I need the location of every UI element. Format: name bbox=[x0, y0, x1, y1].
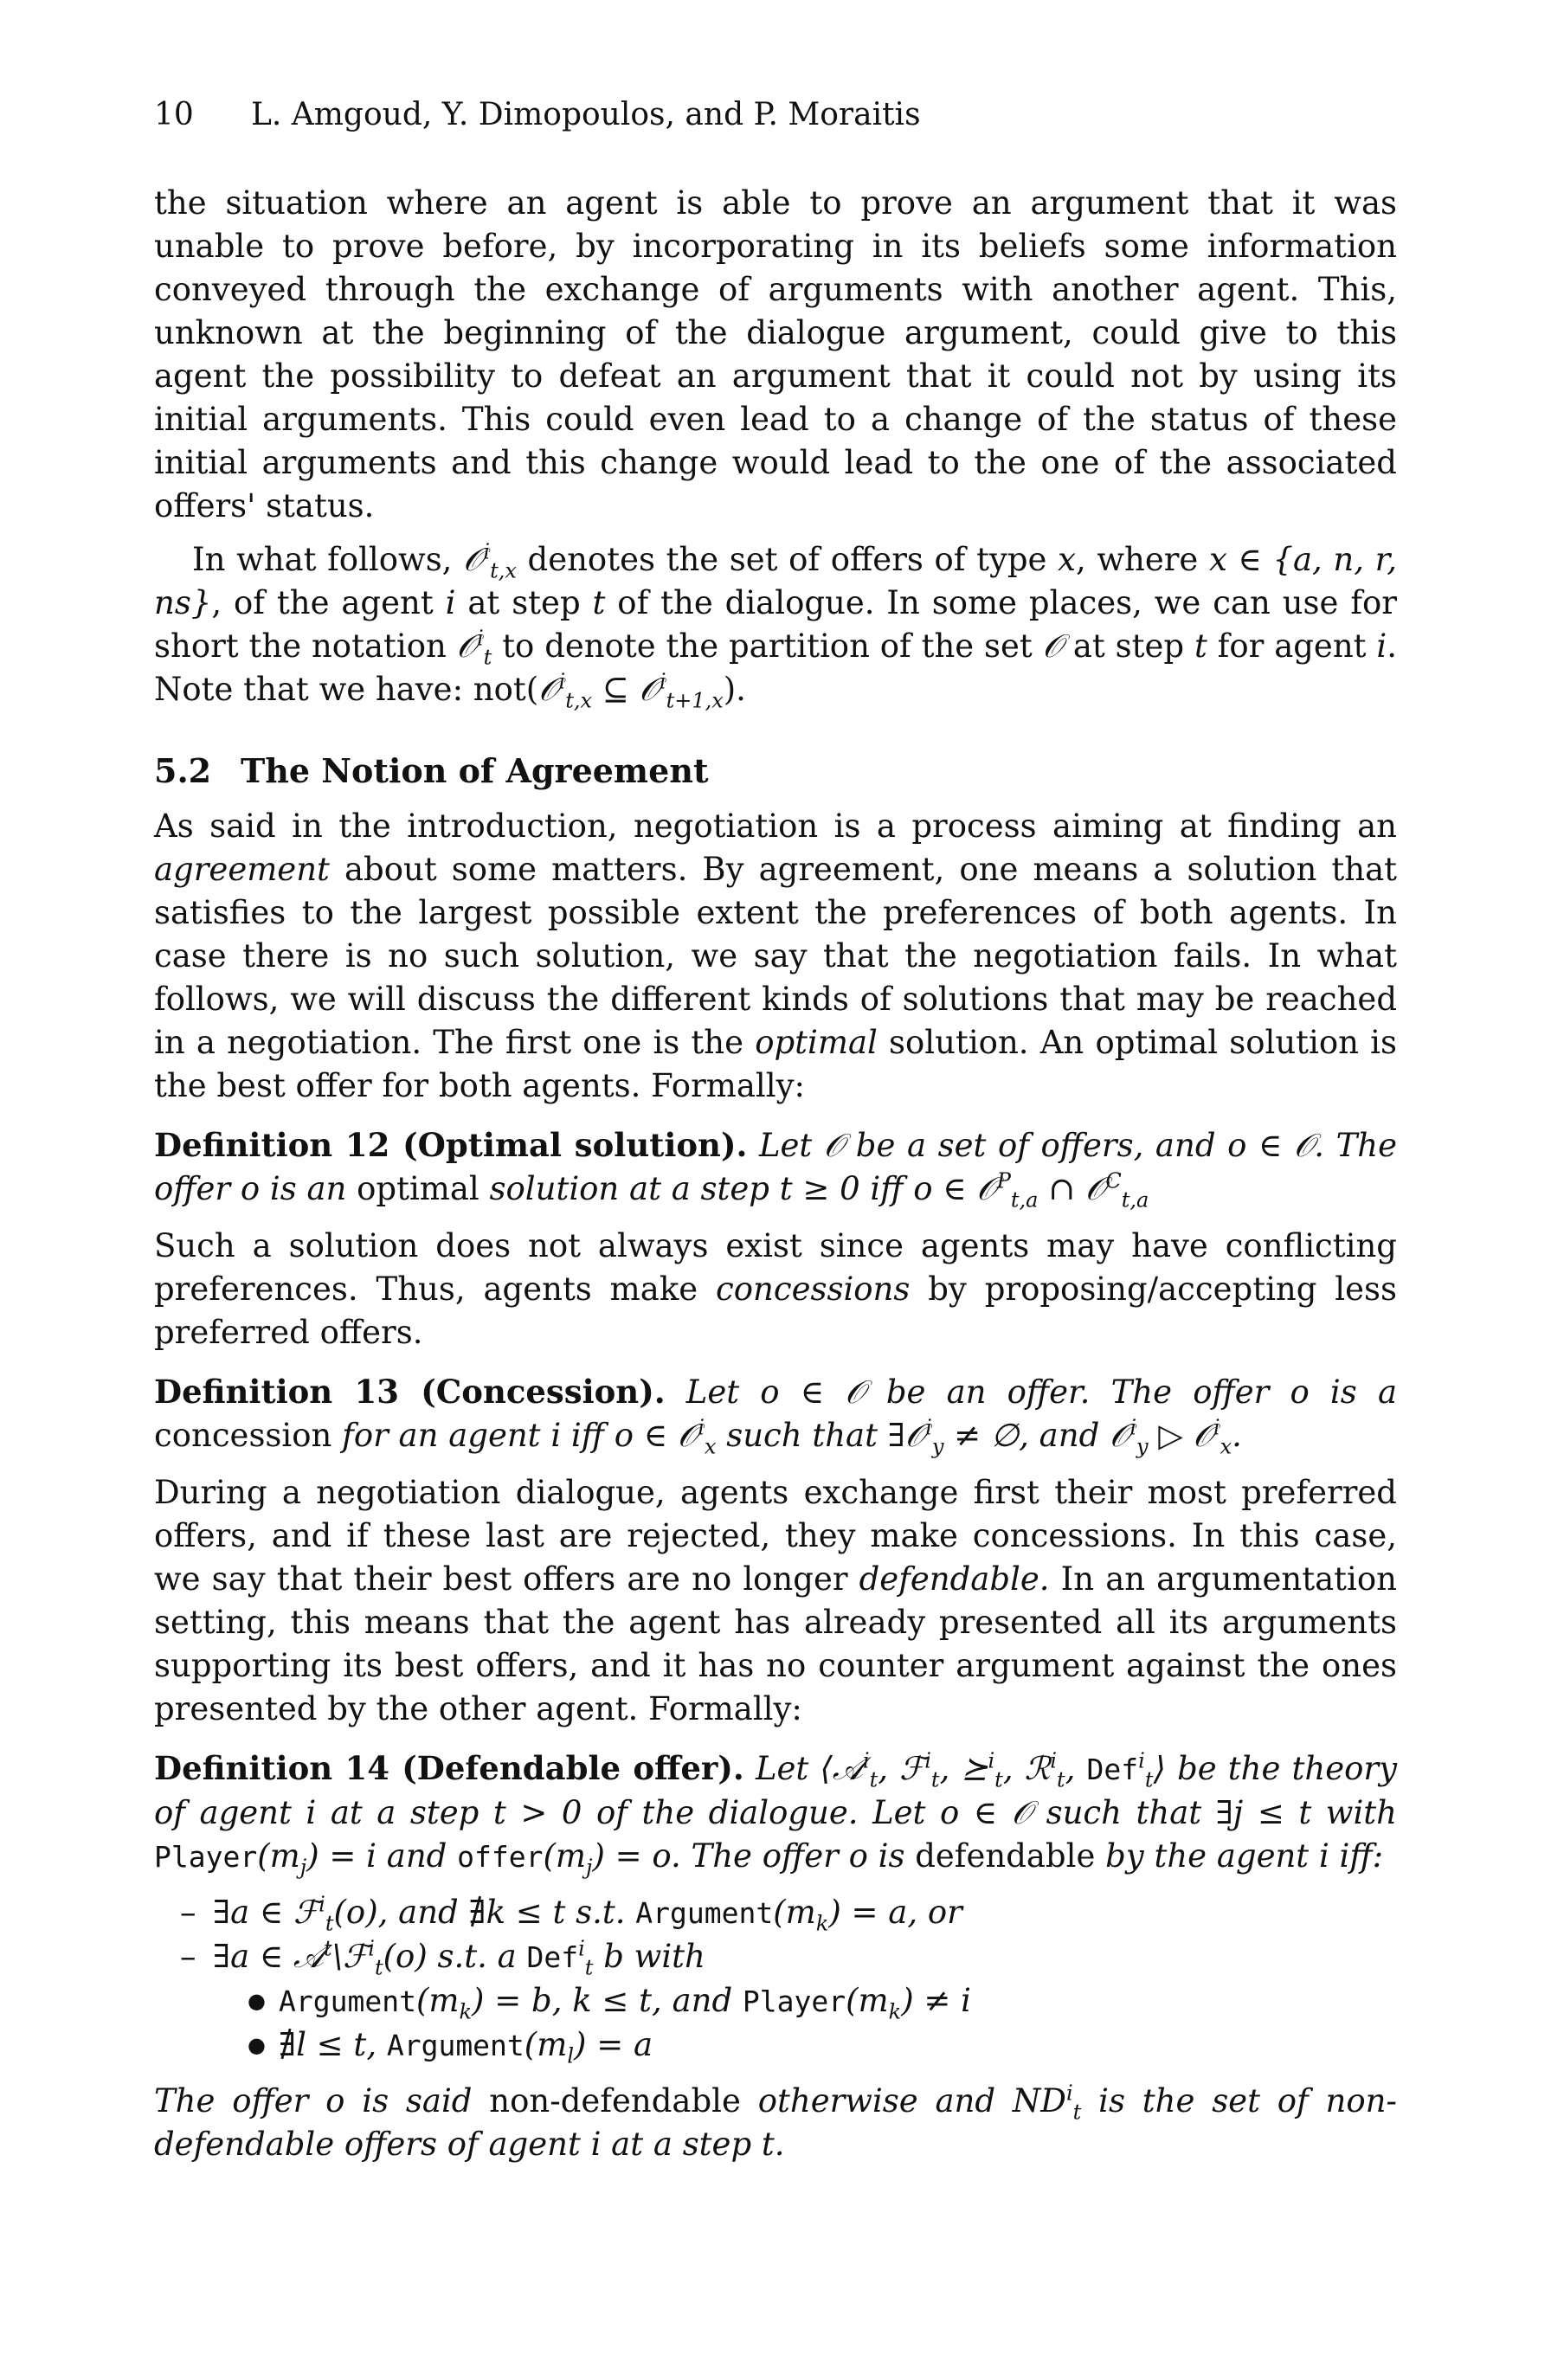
section-number: 5.2 bbox=[154, 751, 212, 790]
condition-2-subconditions bbox=[213, 1979, 1397, 2068]
definition-12: Definition 12 (Optimal solution). Let 𝒪 be a set of offers, and o ∈ 𝒪. The offer o is an optimal solution at a step t ≥ 0 iff o ∈ 𝒪$^P_{t,a}$ ∩ 𝒪$^C_{t,a}$ bbox=[154, 1126, 1398, 1213]
subcondition-2: ● ∄l ≤ t, $Argument(m_l) = a$ bbox=[248, 2023, 1397, 2068]
defendable-paragraph: During a negotiation dialogue, agents exchange first their most preferred offers, and if these last are rejected, they make concessions. In this case, we say that their best offers are no longer defendable. In an argumentation setting, this means that the agent has already presented all its arguments supporting its best offers, and it has no counter argument against the ones presented by the other agent. Formally: bbox=[154, 1474, 1397, 1727]
author-line: L. Amgoud, Y. Dimopoulos, and P. Moraitis bbox=[251, 97, 921, 132]
section-heading bbox=[154, 749, 1397, 793]
definition-14-conditions bbox=[154, 1891, 1397, 2068]
definition-14-heading: Definition 14 (Defendable offer). bbox=[154, 1749, 744, 1787]
page bbox=[154, 93, 1397, 2166]
concession-paragraph: Such a solution does not always exist since agents may have conflicting preferences. Thus, agents make concessions by proposing/accepting less preferred offers. bbox=[154, 1227, 1397, 1351]
definition-13-heading: Definition 13 (Concession). bbox=[154, 1373, 666, 1411]
page-number: 10 bbox=[154, 97, 194, 132]
definition-13: Definition 13 (Concession). Let o ∈ 𝒪 be an offer. The offer o is a concession for an agent i iff o ∈ 𝒪$^i_x$ such that ∃𝒪$^i_y$ ≠ ∅, and 𝒪$^i_y$ ▷ 𝒪$^i_x$. bbox=[154, 1373, 1397, 1459]
definition-12-heading: Definition 12 (Optimal solution). bbox=[154, 1126, 748, 1164]
running-header bbox=[154, 93, 1397, 137]
notation-paragraph: In what follows, 𝒪$^i_{t,x}$ denotes the set of offers of type x, where x ∈ {a, n, r, ns}, of the agent i at step t of the dialogue. In some places, we can use for short the notation 𝒪$^i_t$ to denote the partition of the set 𝒪 at step t for agent i. Note that we have: not(𝒪$^i_{t,x}$ ⊆ 𝒪$^i_{t+1,x}$). bbox=[154, 539, 1398, 713]
definition-14-tail: The offer o is said non-defendable otherwise and $ND^i_t$ is the set of non-defendable offers of agent i at a step t. bbox=[154, 2081, 1397, 2163]
agreement-paragraph: As said in the introduction, negotiation is a process aiming at finding an agreement about some matters. By agreement, one means a solution that satisfies to the largest possible extent the preferences of both agents. In case there is no such solution, we say that the negotiation fails. In what follows, we will discuss the different kinds of solutions that may be reached in a negotiation. The first one is the optimal solution. An optimal solution is the best offer for both agents. Formally: bbox=[154, 807, 1397, 1104]
definition-14: Definition 14 (Defendable offer). Let ⟨𝒜$^i_t$, ℱ$^i_t$, ⪰$^i_t$, ℛ$^i_t$, Def$^i_t$⟩ be the theory of agent i at a step t > 0 of the dialogue. Let o ∈ 𝒪 such that ∃j ≤ t with $Player(m_j) = i$ and $offer(m_j) = o$. The offer o is defendable by the agent i iff: – ∃a ∈ ℱ$^i_t$(o), and ∄k ≤ t s.t. $Argument(m_k) = a$, or – ∃a ∈ 𝒜$^t$\ℱ$^i_t$(o) s.t. a Def$^i_t$ b with ● $Argument(m_k) = b$, k ≤ t, and $Player(m_k) \ne i$ ● ∄l ≤ t, $Argument(m_l) = a$ bbox=[154, 1746, 1397, 2068]
condition-1: – ∃a ∈ ℱ$^i_t$(o), and ∄k ≤ t s.t. $Argument(m_k) = a$, or bbox=[180, 1891, 1397, 1935]
section-title: The Notion of Agreement bbox=[241, 751, 709, 790]
condition-2: – ∃a ∈ 𝒜$^t$\ℱ$^i_t$(o) s.t. a Def$^i_t$ b with ● $Argument(m_k) = b$, k ≤ t, and $Player(m_k) \ne i$ ● ∄l ≤ t, $Argument(m_l) = a$ bbox=[180, 1935, 1397, 2068]
intro-paragraph: the situation where an agent is able to prove an argument that it was unable to prove before, by incorporating in its beliefs some information conveyed through the exchange of arguments with another agent. This, unknown at the beginning of the dialogue argument, could give to this agent the possibility to defeat an argument that it could not by using its initial arguments. This could even lead to a change of the status of these initial arguments and this change would lead to the one of the associated offers' status. bbox=[154, 184, 1397, 524]
subcondition-1: ● $Argument(m_k) = b$, k ≤ t, and $Player(m_k) \ne i$ bbox=[248, 1979, 1397, 2023]
